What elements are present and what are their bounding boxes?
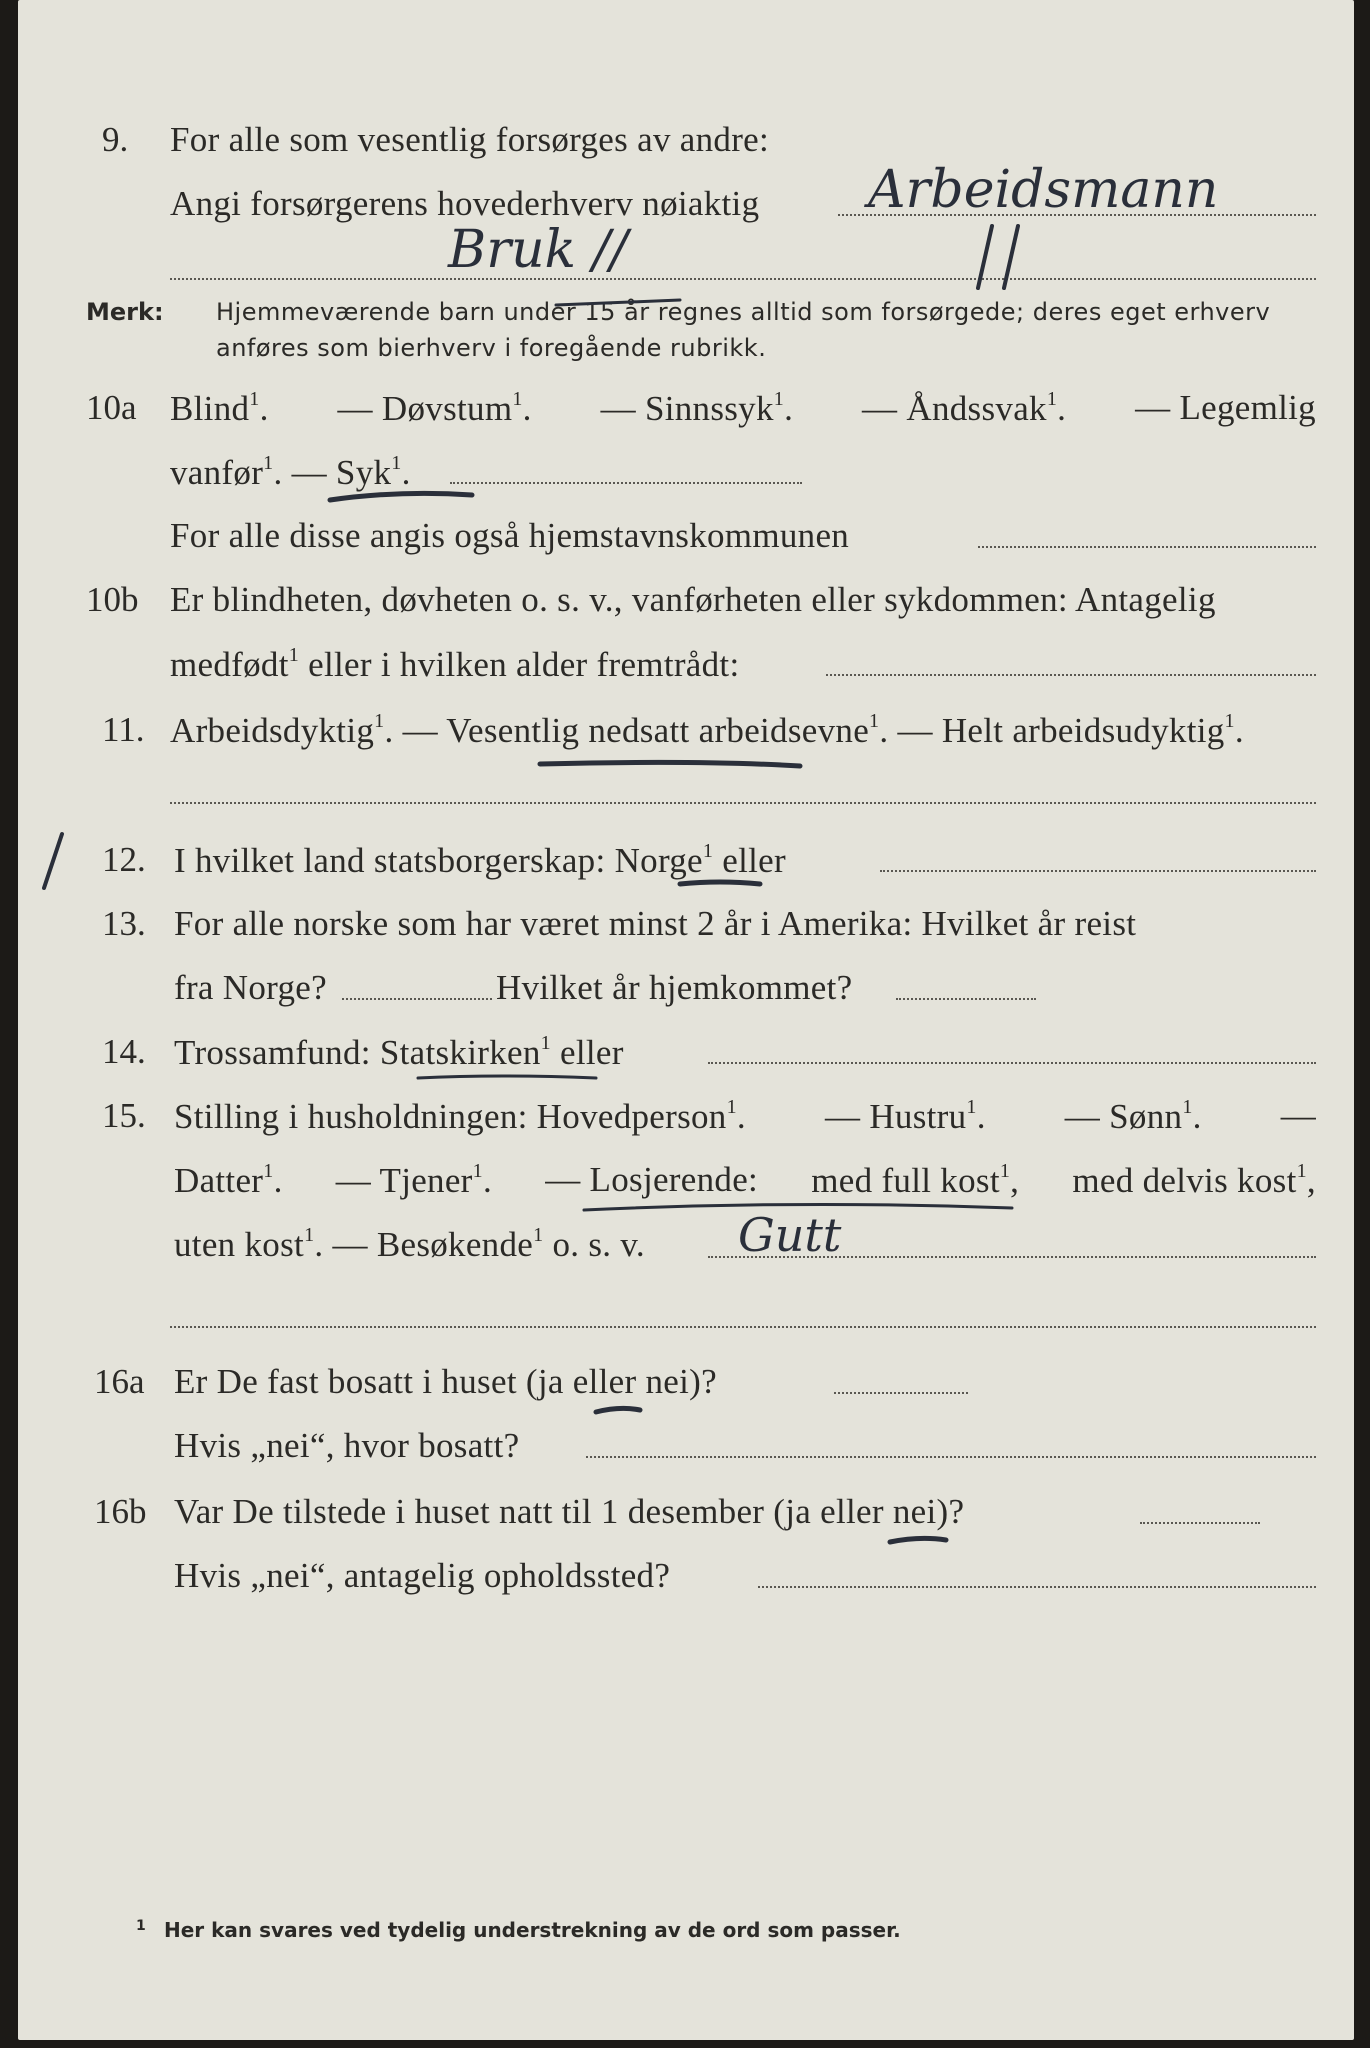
q16a-number: 16a <box>94 1362 145 1401</box>
q13-line2b: Hvilket år hjemkommet? <box>496 968 853 1007</box>
q16b-line1: Var De tilstede i huset natt til 1 desember (ja eller nei)? <box>174 1492 965 1531</box>
margin-tick-12 <box>44 834 62 888</box>
q15-handwritten-answer: Gutt <box>738 1208 842 1262</box>
q9-number: 9. <box>102 120 129 159</box>
q9-handwritten-answer-2: Bruk // <box>448 220 628 280</box>
q15-line3: uten kost$^1$. — Besøkende$^1$ o. s. v. <box>174 1224 645 1264</box>
merk-line2: anføres som bierhverv i foregående rubrikk. <box>216 334 767 362</box>
q14-number: 14. <box>102 1032 146 1071</box>
q12-line: I hvilket land statsborgerskap: Norge$^1$ eller <box>174 840 786 880</box>
q10a-opt-blind: Blind$^1$. <box>170 388 269 428</box>
ja-underline-16b <box>890 1538 946 1542</box>
merk-line1: Hjemmeværende barn under 15 år regnes alltid som forsørgede; deres eget erhverv <box>216 298 1271 326</box>
ja-underline-16a <box>596 1408 640 1412</box>
norge-underline <box>680 882 760 884</box>
q16a-line2: Hvis „nei“, hvor bosatt? <box>174 1426 520 1465</box>
q15-number: 15. <box>102 1096 146 1135</box>
q11-line: Arbeidsdyktig$^1$. — Vesentlig nedsatt arbeidsevne$^1$. — Helt arbeidsudyktig$^1$. <box>170 710 1244 750</box>
q12-number: 12. <box>102 840 146 879</box>
q9-slashes <box>978 226 1018 288</box>
strike-15-ar <box>556 300 680 305</box>
statskirken-underline <box>418 1076 596 1078</box>
syk-underline <box>330 493 472 500</box>
footnote-mark: 1 <box>136 1918 146 1934</box>
q10a-number: 10a <box>86 388 137 427</box>
q13-number: 13. <box>102 904 146 943</box>
q10a-line3: For alle disse angis også hjemstavnskommunen <box>170 516 850 555</box>
q9-line2: Angi forsørgerens hovederhverv nøiaktig <box>170 184 760 223</box>
q16a-line1: Er De fast bosatt i huset (ja eller nei)? <box>174 1362 717 1401</box>
losjerende-kost-underline <box>584 1204 1012 1210</box>
q15-line2: Datter$^1$. — Tjener$^1$. — Losjerende: med full kost$^1$, med delvis kost$^1$, <box>174 1160 1316 1200</box>
footnote-text: Her kan svares ved tydelig understrekning av de ord som passer. <box>164 1918 901 1942</box>
q9-handwritten-answer-1: Arbeidsmann <box>868 160 1219 220</box>
q16b-line2: Hvis „nei“, antagelig opholdssted? <box>174 1556 671 1595</box>
q13-line2a: fra Norge? <box>174 968 327 1007</box>
merk-label: Merk: <box>86 298 164 326</box>
q14-line: Trossamfund: Statskirken$^1$ eller <box>174 1032 624 1072</box>
q16b-number: 16b <box>94 1492 147 1531</box>
q10a-line2: vanfør$^1$. — Syk$^1$. <box>170 452 411 492</box>
q10b-line1: Er blindheten, døvheten o. s. v., vanførheten eller sykdommen: Antagelig <box>170 580 1216 619</box>
nedsatt-underline <box>540 762 800 766</box>
q11-number: 11. <box>102 710 145 749</box>
q10b-line2: medfødt$^1$ eller i hvilken alder fremtrådt: <box>170 644 740 684</box>
q10a-opt-andssvak: — Åndssvak$^1$. <box>862 388 1067 428</box>
q10b-number: 10b <box>86 580 139 619</box>
q10a-opt-legemlig: — Legemlig <box>1135 388 1316 427</box>
q10a-opt-sinnssyk: — Sinnssyk$^1$. <box>600 388 794 428</box>
q10a-opt-dovstum: — Døvstum$^1$. <box>337 388 532 428</box>
q15-line1: Stilling i husholdningen: Hovedperson$^1$. — Hustru$^1$. — Sønn$^1$. — <box>174 1096 1316 1136</box>
q9-line1: For alle som vesentlig forsørges av andre: <box>170 120 770 159</box>
q13-line1: For alle norske som har været minst 2 år i Amerika: Hvilket år reist <box>174 904 1137 943</box>
